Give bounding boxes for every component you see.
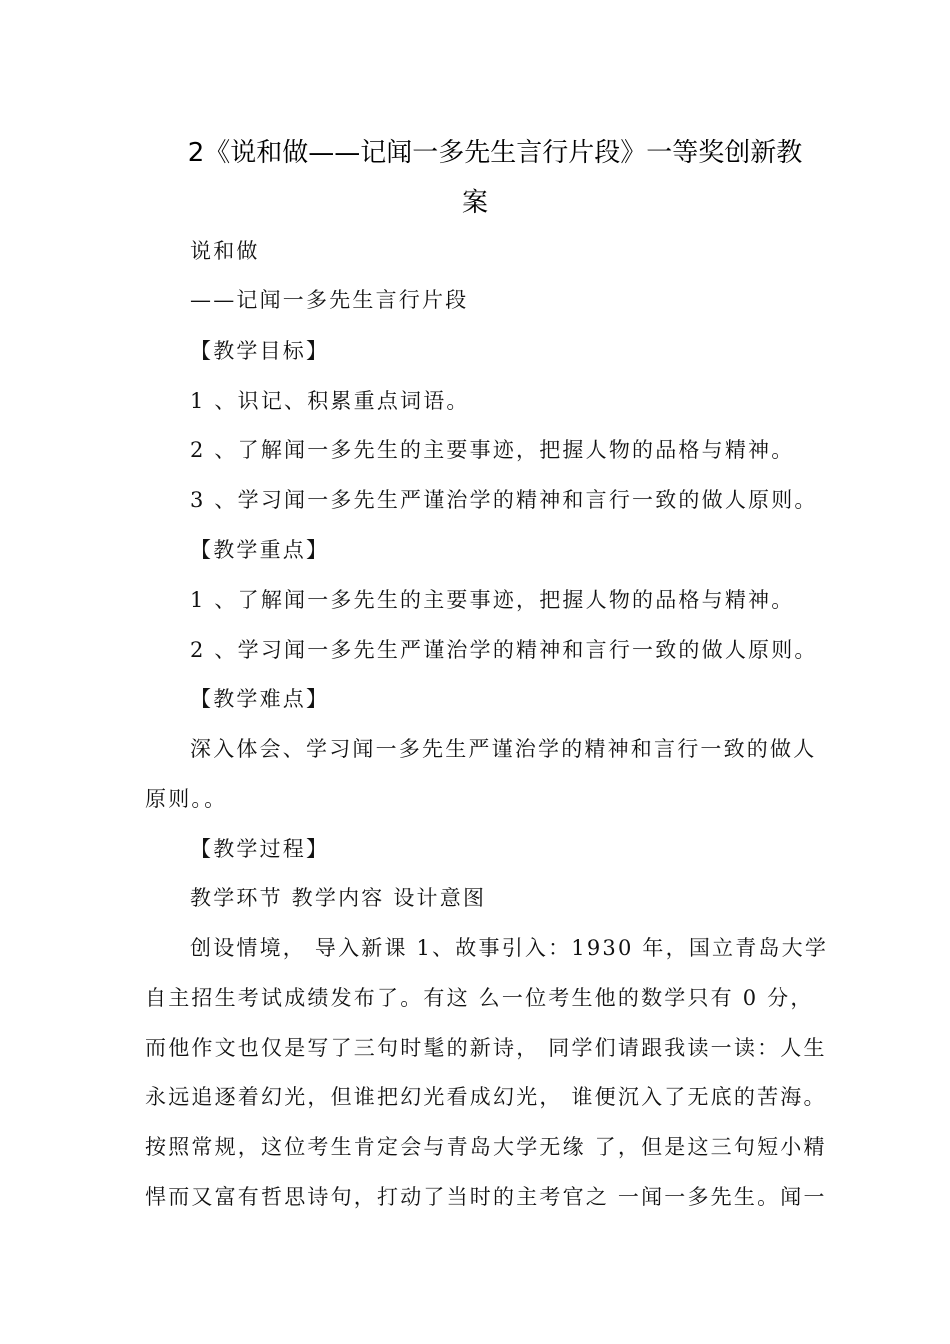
subtitle-line: 说和做 <box>190 239 260 263</box>
paragraph-line: 按照常规，这位考生肯定会与青岛大学无缘 了，但是这三句短小精 <box>145 1135 827 1159</box>
section-heading: 【教学重点】 <box>190 538 330 562</box>
paragraph-line: 3 、学习闻一多先生严谨治学的精神和言行一致的做人原则。 <box>190 488 818 512</box>
paragraph-line: 而他作文也仅是写了三句时髦的新诗， 同学们请跟我读一读：人生 <box>145 1036 827 1060</box>
section-heading: 【教学过程】 <box>190 837 330 861</box>
paragraph-line: 深入体会、学习闻一多先生严谨治学的精神和言行一致的做人 <box>190 737 817 761</box>
paragraph-line: 永远追逐着幻光，但谁把幻光看成幻光， 谁便沉入了无底的苦海。 <box>145 1085 827 1109</box>
paragraph-line: 自主招生考试成绩发布了。有这 么一位考生他的数学只有 0 分， <box>145 986 814 1010</box>
paragraph-line: 2 、了解闻一多先生的主要事迹，把握人物的品格与精神。 <box>190 438 795 462</box>
section-heading: 【教学难点】 <box>190 687 330 711</box>
paragraph-line: 2 、学习闻一多先生严谨治学的精神和言行一致的做人原则。 <box>190 638 818 662</box>
paragraph-line: 1 、了解闻一多先生的主要事迹，把握人物的品格与精神。 <box>190 588 795 612</box>
paragraph-line: 创设情境， 导入新课 1、故事引入：1930 年，国立青岛大学 <box>190 936 829 960</box>
subtitle-line: ——记闻一多先生言行片段 <box>190 288 469 312</box>
paragraph-line: 原则。。 <box>145 787 228 811</box>
section-heading: 【教学目标】 <box>190 339 330 363</box>
table-header-line: 教学环节 教学内容 设计意图 <box>190 886 487 910</box>
paragraph-line: 悍而又富有哲思诗句，打动了当时的主考官之 一闻一多先生。闻一 <box>145 1185 827 1209</box>
document-title: 2《说和做——记闻一多先生言行片段》一等奖创新教 <box>187 138 803 168</box>
document-title-continued: 案 <box>461 188 488 218</box>
paragraph-line: 1 、识记、积累重点词语。 <box>190 389 470 413</box>
